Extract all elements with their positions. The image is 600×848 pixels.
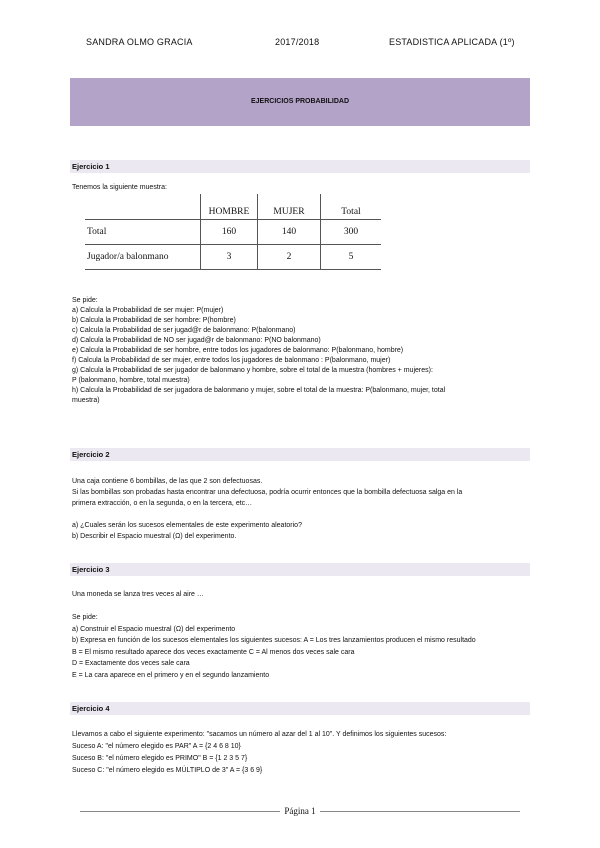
exercise-1-heading xyxy=(70,160,530,173)
table-cell: 300 xyxy=(321,220,382,245)
page-number xyxy=(0,806,600,816)
text-line: D = Exactamente dos veces sale cara xyxy=(72,660,190,667)
exercise-4-heading-label: Ejercicio 4 xyxy=(72,704,110,713)
header-year: 2017/2018 xyxy=(275,37,320,47)
exercise-1-body xyxy=(72,296,445,406)
text-line: P (balonmano, hombre, total muestra) xyxy=(72,377,190,384)
text-line: a) ¿Cuales serán los sucesos elementales de este experimento aleatorio? xyxy=(72,522,302,529)
text-line: Suceso B: "el número elegido es PRIMO" B = {1 2 3 5 7} xyxy=(72,755,248,762)
table-row-label: Total xyxy=(85,220,201,245)
exercise-2-body xyxy=(72,476,462,542)
text-line: B = El mismo resultado aparece dos veces exactamente C = Al menos dos veces sale cara xyxy=(72,648,355,656)
text-line: muestra) xyxy=(72,397,100,404)
text-line: a) Calcula la Probabilidad de ser mujer: P(mujer) xyxy=(72,307,224,314)
text-line: primera extracción, o en la segunda, o en la tercera, etc… xyxy=(72,500,253,507)
text-line: Se pide: xyxy=(72,614,98,621)
table-cell: 3 xyxy=(201,245,258,270)
table-cell: 160 xyxy=(201,220,258,245)
table-row xyxy=(85,220,381,245)
table-row xyxy=(85,245,381,270)
text-line: b) Expresa en función de los sucesos elementales los siguientes sucesos: A = Los tres lanzamientos producen el mismo resultado xyxy=(72,637,476,644)
text-line: Suceso C: "el número elegido es MÚLTIPLO de 3" A = {3 6 9} xyxy=(72,767,263,774)
sample-table xyxy=(85,194,381,270)
exercise-3-heading xyxy=(70,563,530,576)
exercise-3-body xyxy=(72,589,476,681)
text-line: b) Calcula la Probabilidad de ser hombre: P(hombre) xyxy=(72,317,236,324)
exercise-1-heading-label: Ejercicio 1 xyxy=(72,162,110,171)
table-cell: 2 xyxy=(258,245,321,270)
text-line: Suceso A: "el número elegido es PAR" A = {2 4 6 8 10} xyxy=(72,743,241,750)
exercise-4-body xyxy=(72,729,446,777)
table-col-header: HOMBRE xyxy=(201,194,258,220)
text-line: e) Calcula la Probabilidad de ser hombre, entre todos los jugadores de balonmano: P(balonmano, hombre) xyxy=(72,347,404,354)
text-line xyxy=(72,601,476,613)
text-line: Una caja contiene 6 bombillas, de las que 2 son defectuosas. xyxy=(72,478,263,485)
table-col-header: MUJER xyxy=(258,194,321,220)
table-corner xyxy=(85,194,201,220)
table-cell: 140 xyxy=(258,220,321,245)
text-line: Llevamos a cabo el siguiente experimento: "sacamos un número al azar del 1 al 10". Y definimos los siguientes sucesos: xyxy=(72,731,447,738)
header-author: SANDRA OLMO GRACIA xyxy=(86,37,193,47)
header-subject: ESTADISTICA APLICADA (1º) xyxy=(389,37,515,47)
text-line: h) Calcula la Probabilidad de ser jugadora de balonmano y mujer, sobre el total de la muestra: P(balonmano, mujer, total xyxy=(72,387,446,394)
text-line: f) Calcula la Probabilidad de ser mujer, entre todos los jugadores de balonmano : P(balonmano, mujer) xyxy=(72,357,391,364)
text-line: Se pide: xyxy=(72,297,98,304)
page-number-label: Página 1 xyxy=(280,806,319,816)
text-line: b) Describir el Espacio muestral (Ω) del experimento. xyxy=(72,533,237,540)
text-line: E = La cara aparece en el primero y en el segundo lanzamiento xyxy=(72,671,270,679)
exercise-2-heading xyxy=(70,448,530,461)
exercise-1-intro: Tenemos la siguiente muestra: xyxy=(72,184,167,191)
exercise-2-heading-label: Ejercicio 2 xyxy=(72,450,110,459)
title-box xyxy=(70,78,530,126)
text-line: Si las bombillas son probadas hasta encontrar una defectuosa, podría ocurrir entonces que la bombilla defectuosa salga en la xyxy=(72,489,463,496)
text-line: c) Calcula la Probabilidad de ser jugad@r de balonmano: P(balonmano) xyxy=(72,327,296,334)
exercise-4-heading xyxy=(70,702,530,715)
exercise-3-heading-label: Ejercicio 3 xyxy=(72,565,110,574)
text-line: d) Calcula la Probabilidad de NO ser jugad@r de balonmano: P(NO balonmano) xyxy=(72,337,321,344)
text-line: Una moneda se lanza tres veces al aire … xyxy=(72,591,204,598)
text-line xyxy=(72,509,462,520)
text-line: a) Construir el Espacio muestral (Ω) del experimento xyxy=(72,625,236,633)
table-col-header: Total xyxy=(321,194,382,220)
table-row-label: Jugador/a balonmano xyxy=(85,245,201,270)
table-cell: 5 xyxy=(321,245,382,270)
page-title: EJERCICIOS PROBABILIDAD xyxy=(250,98,349,105)
text-line: g) Calcula la Probabilidad de ser jugador de balonmano y hombre, sobre el total de la muestra (hombres + mujeres): xyxy=(72,367,433,374)
